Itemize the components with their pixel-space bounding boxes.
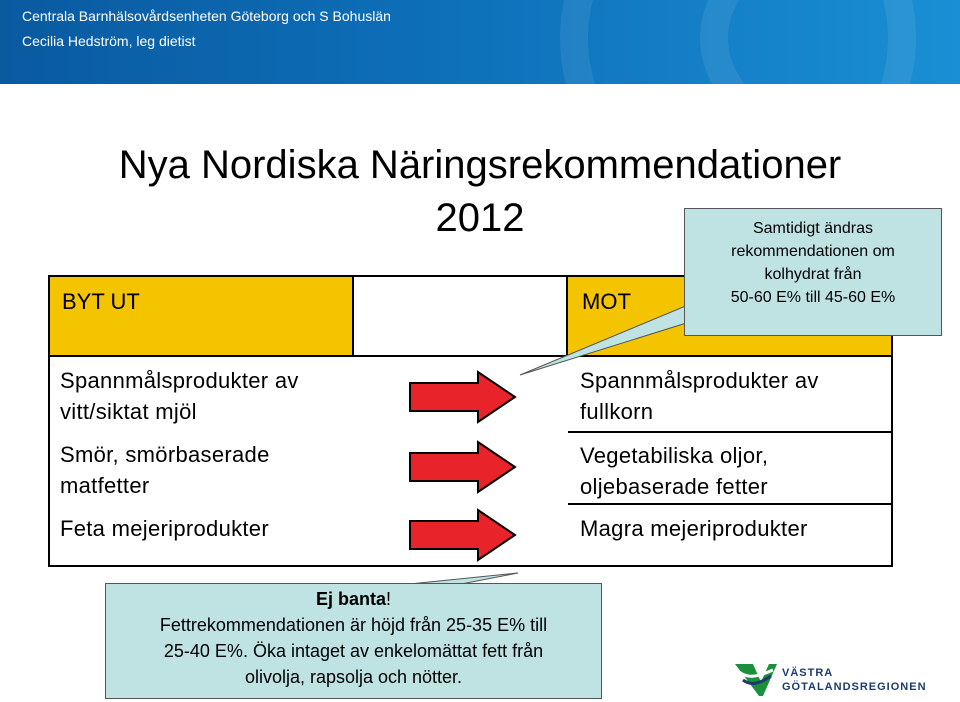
callout-line: 25-40 E%. Öka intaget av enkelomättat fett från [163, 641, 544, 661]
right-header-label: MOT [582, 289, 631, 314]
header-organization: Centrala Barnhälsovårdsenheten Göteborg och S Bohuslän [22, 8, 391, 24]
callout-fat [105, 583, 602, 699]
from-item-line: vitt/siktat mjöl [60, 399, 197, 424]
logo-text-line2: GÖTALANDSREGIONEN [782, 681, 927, 693]
from-item-line: Feta mejeriprodukter [60, 516, 269, 541]
callout-line: rekommendationen om [731, 243, 895, 260]
callout-line: kolhydrat från [764, 266, 862, 283]
left-header-label: BYT UT [62, 289, 140, 314]
to-item-line: Magra mejeriprodukter [580, 516, 808, 541]
from-item-line: matfetter [60, 473, 150, 498]
callout-line: Samtidigt ändras [752, 220, 874, 237]
from-item-line: Spannmålsprodukter av [60, 368, 299, 393]
slide-title-year: 2012 [435, 196, 525, 240]
to-item-line: oljebaserade fetter [580, 474, 768, 499]
to-item-line: Vegetabiliska oljor, [580, 443, 769, 468]
callout-bold: Ej banta [315, 589, 386, 609]
callout-bold-suffix: ! [386, 589, 392, 609]
callout-line: olivolja, rapsolja och nötter. [244, 667, 463, 687]
slide-title: Nya Nordiska Näringsrekommendationer [118, 143, 842, 187]
to-item-line: fullkorn [580, 399, 654, 424]
vgr-logo-icon [733, 660, 779, 698]
from-item-line: Smör, smörbaserade [60, 442, 270, 467]
callout-carbohydrate [684, 208, 942, 336]
callout-heading [106, 586, 601, 612]
logo-text-line1: VÄSTRA [782, 667, 834, 679]
callout-line: 50-60 E% till 45-60 E% [730, 289, 896, 306]
header-author: Cecilia Hedström, leg dietist [22, 33, 196, 49]
to-item-line: Spannmålsprodukter av [580, 368, 819, 393]
callout-line: Fettrekommendationen är höjd från 25-35 E% till [159, 615, 548, 635]
